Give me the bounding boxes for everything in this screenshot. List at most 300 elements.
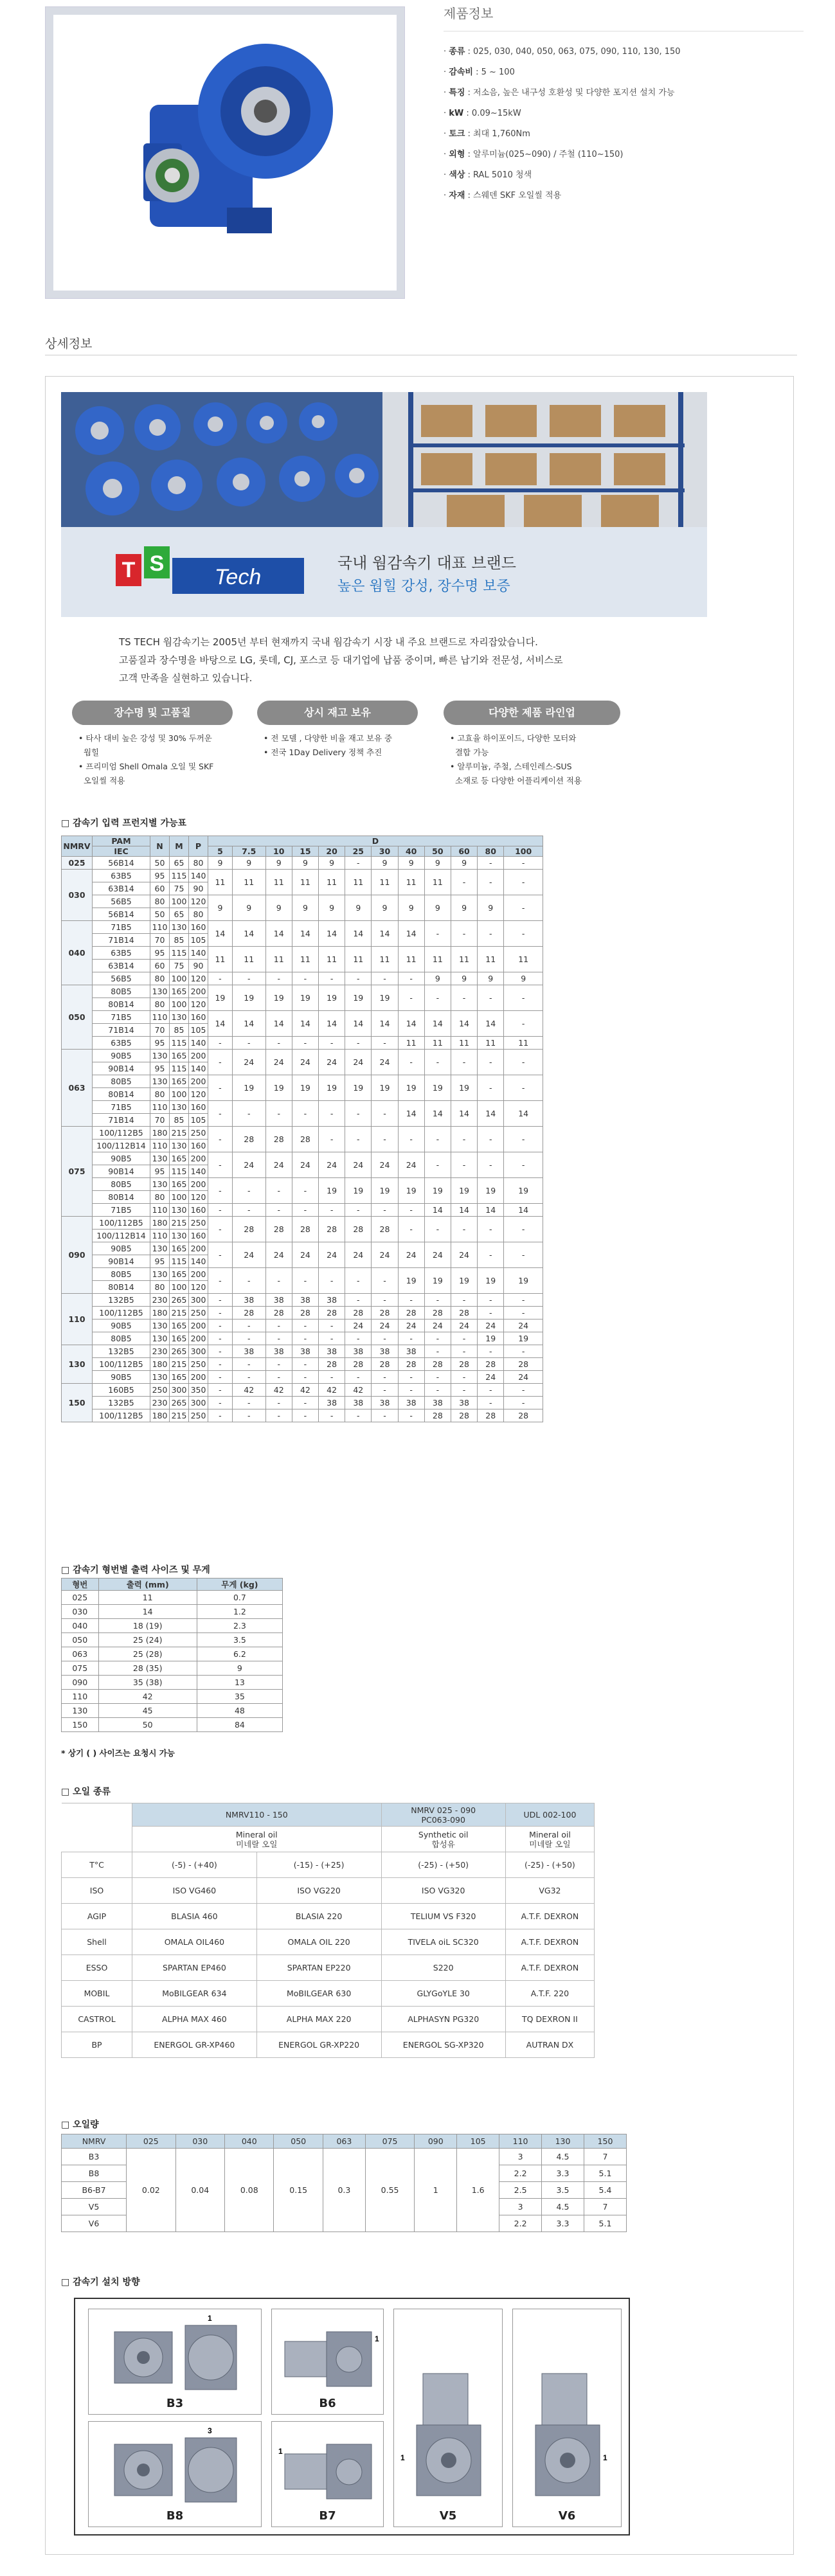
table-row — [62, 1127, 543, 1140]
spec-cell: 250 — [189, 1307, 208, 1319]
colon: : — [465, 150, 474, 159]
spec-cell: 140 — [189, 947, 208, 960]
logo-s: S — [149, 551, 165, 576]
ratio-cell: 24 — [292, 1242, 318, 1268]
ratio-cell: 14 — [208, 1011, 233, 1037]
ratio-cell: - — [478, 1152, 504, 1178]
table-row — [62, 1981, 595, 2007]
ratio-cell: 24 — [372, 1319, 398, 1332]
table-row — [62, 1878, 595, 1904]
oil-cell: GLYGoYLE 30 — [381, 1981, 505, 2007]
ratio-cell: 11 — [478, 947, 504, 972]
spec-cell: 160 — [189, 1011, 208, 1024]
spec-cell: 80B5 — [93, 985, 150, 998]
volume-header: 150 — [584, 2134, 626, 2149]
spec-cell: 100/112B5 — [93, 1127, 150, 1140]
spec-cell: 110 — [150, 1204, 170, 1217]
volume-cell: 5.1 — [584, 2215, 626, 2232]
ratio-cell: 11 — [319, 870, 345, 895]
ratio-cell: - — [478, 1050, 504, 1075]
spec-cell: 230 — [150, 1294, 170, 1307]
ratio-header: 60 — [451, 846, 477, 857]
ratio-cell: 19 — [292, 1075, 318, 1101]
spec-cell: 100/112B5 — [93, 1409, 150, 1422]
ratio-cell: 14 — [345, 1011, 372, 1037]
spec-cell: 65 — [170, 857, 189, 870]
ratio-cell: 9 — [265, 857, 292, 870]
ratio-cell: 11 — [398, 947, 424, 972]
spec-cell: 265 — [170, 1397, 189, 1409]
spec-cell: 80 — [150, 998, 170, 1011]
spec-cell: 140 — [189, 1165, 208, 1178]
spec-cell: 80B5 — [93, 1178, 150, 1191]
ratio-cell: - — [504, 1397, 543, 1409]
spec-cell: 100 — [170, 998, 189, 1011]
col-p: P — [189, 836, 208, 857]
ratio-cell: 28 — [424, 1358, 451, 1371]
spec-cell: 85 — [170, 934, 189, 947]
spec-cell: 300 — [189, 1294, 208, 1307]
spec-cell: 71B5 — [93, 1101, 150, 1114]
ratio-cell: 28 — [424, 1409, 451, 1422]
volume-cell: 4.5 — [542, 2199, 584, 2215]
spec-cell: 63B5 — [93, 1037, 150, 1050]
ratio-cell: 28 — [319, 1358, 345, 1371]
feature-text-stock — [264, 731, 437, 760]
oil-sub-en: Synthetic oil — [418, 1829, 469, 1839]
ratio-cell: 11 — [265, 870, 292, 895]
ratio-cell: 19 — [451, 1075, 477, 1101]
spec-cell: 115 — [170, 1062, 189, 1075]
spec-cell: 165 — [170, 1178, 189, 1191]
spec-cell: 130 — [170, 1230, 189, 1242]
feature-pill-lineup: 다양한 제품 라인업 — [444, 701, 620, 725]
ratio-cell: - — [208, 1307, 233, 1319]
ratio-cell: - — [424, 985, 451, 1011]
volume-cell: 5.4 — [584, 2182, 626, 2199]
spec-cell: 200 — [189, 1319, 208, 1332]
spec-cell: 80B14 — [93, 1191, 150, 1204]
spec-cell: 180 — [150, 1217, 170, 1230]
weight-cell: 18 (19) — [98, 1619, 197, 1633]
table2-title: □ 감속기 형번별 출력 사이즈 및 무게 — [61, 1565, 210, 1575]
oil-cell: (-5) - (+40) — [132, 1852, 257, 1878]
ratio-cell: - — [232, 1397, 265, 1409]
ratio-cell: - — [372, 1384, 398, 1397]
mount-label: V6 — [558, 2509, 576, 2523]
ratio-cell: - — [504, 1152, 543, 1178]
ratio-cell: - — [208, 1217, 233, 1242]
spec-cell: 50 — [150, 857, 170, 870]
ratio-cell: 14 — [345, 921, 372, 947]
table-row — [62, 1294, 543, 1307]
weight-cell: 0.7 — [197, 1591, 282, 1605]
ratio-cell: - — [232, 1268, 265, 1294]
ratio-cell: - — [265, 1319, 292, 1332]
size-cell: 025 — [62, 857, 93, 870]
ratio-cell: - — [398, 1127, 424, 1152]
spec-cell: 140 — [189, 1255, 208, 1268]
ratio-cell: - — [372, 972, 398, 985]
ratio-cell: 28 — [504, 1358, 543, 1371]
ratio-cell: 14 — [265, 921, 292, 947]
ratio-cell: - — [345, 1037, 372, 1050]
logo-tech: Tech — [214, 565, 262, 589]
colon: : — [465, 170, 474, 180]
ratio-cell: - — [372, 1409, 398, 1422]
spec-value: 스웨덴 SKF 오일씰 적용 — [473, 191, 562, 201]
ratio-cell: 19 — [478, 1178, 504, 1204]
volume-cell: 0.15 — [274, 2149, 323, 2232]
spec-cell: 350 — [189, 1384, 208, 1397]
ratio-cell: 11 — [451, 947, 477, 972]
volume-cell: 3 — [499, 2199, 542, 2215]
table-row — [62, 1371, 543, 1384]
mount-number: 3 — [208, 2426, 212, 2435]
spec-cell: 120 — [189, 1191, 208, 1204]
ratio-cell: 24 — [232, 1242, 265, 1268]
spec-cell: 165 — [170, 985, 189, 998]
ratio-cell: 24 — [232, 1050, 265, 1075]
spec-cell: 215 — [170, 1307, 189, 1319]
ratio-cell: 24 — [372, 1242, 398, 1268]
volume-header: NMRV — [62, 2134, 127, 2149]
ratio-cell: - — [451, 1217, 477, 1242]
spec-cell: 250 — [150, 1384, 170, 1397]
spec-cell: 130 — [170, 1101, 189, 1114]
ratio-cell: - — [372, 1101, 398, 1127]
spec-cell: 160 — [189, 1140, 208, 1152]
ratio-cell: - — [292, 1332, 318, 1345]
ratio-cell: 24 — [265, 1242, 292, 1268]
weight-table — [61, 1578, 283, 1732]
ratio-cell: 28 — [292, 1217, 318, 1242]
ratio-cell: 19 — [424, 1178, 451, 1204]
ratio-cell: 14 — [319, 1011, 345, 1037]
oil-cell: ENERGOL GR-XP460 — [132, 2032, 257, 2058]
spec-cell: 120 — [189, 895, 208, 908]
spec-cell: 60 — [150, 882, 170, 895]
mount-number: 1 — [208, 2314, 212, 2323]
ratio-cell: 24 — [345, 1152, 372, 1178]
size-cell: 150 — [62, 1384, 93, 1422]
weight-cell: 14 — [98, 1605, 197, 1619]
spec-cell: 115 — [170, 870, 189, 882]
spec-cell: 90 — [189, 960, 208, 972]
ratio-cell: 38 — [319, 1397, 345, 1409]
volume-cell: 2.2 — [499, 2215, 542, 2232]
weight-header: 무게 (kg) — [197, 1579, 282, 1591]
table-row — [62, 1050, 543, 1062]
product-image-frame — [45, 6, 405, 299]
ratio-cell: - — [398, 1217, 424, 1242]
ratio-cell: - — [372, 1204, 398, 1217]
spec-cell: 100/112B14 — [93, 1140, 150, 1152]
oil-cell: TELIUM VS F320 — [381, 1904, 505, 1929]
ratio-cell: 11 — [372, 870, 398, 895]
ratio-header: 20 — [319, 846, 345, 857]
weight-cell: 48 — [197, 1704, 282, 1718]
brand-bar — [61, 527, 707, 617]
ratio-cell: - — [504, 1127, 543, 1152]
spec-cell: 56B5 — [93, 895, 150, 908]
ratio-cell: 38 — [345, 1345, 372, 1358]
ratio-cell: - — [504, 1294, 543, 1307]
spec-cell: 65 — [170, 908, 189, 921]
intro-line: 고객 만족을 실현하고 있습니다. — [119, 672, 253, 684]
ratio-cell: - — [208, 1371, 233, 1384]
ratio-cell: 11 — [424, 1037, 451, 1050]
ratio-cell: - — [398, 972, 424, 985]
ratio-cell: - — [372, 1127, 398, 1152]
ratio-cell: 14 — [398, 1101, 424, 1127]
spec-cell: 70 — [150, 1024, 170, 1037]
weight-cell: 25 (24) — [98, 1633, 197, 1647]
ratio-cell: - — [292, 1204, 318, 1217]
ratio-cell: 11 — [424, 870, 451, 895]
spec-cell: 215 — [170, 1358, 189, 1371]
ratio-cell: - — [424, 1384, 451, 1397]
feature-text-quality — [78, 731, 252, 788]
ratio-cell: - — [504, 1242, 543, 1268]
volume-cell: 7 — [584, 2199, 626, 2215]
spec-cell: 80B5 — [93, 1268, 150, 1281]
ratio-cell: - — [478, 1397, 504, 1409]
spec-cell: 70 — [150, 1114, 170, 1127]
spec-cell: 100/112B5 — [93, 1307, 150, 1319]
ratio-cell: 24 — [398, 1152, 424, 1178]
ratio-cell: 11 — [345, 870, 372, 895]
table-row — [62, 1605, 283, 1619]
feature-pill-stock: 상시 재고 보유 — [257, 701, 418, 725]
spec-cell: 71B14 — [93, 1024, 150, 1037]
ratio-cell: - — [398, 1409, 424, 1422]
oil-col-header: UDL 002-100 — [505, 1803, 594, 1827]
spec-cell: 130 — [170, 1204, 189, 1217]
ratio-cell: 14 — [398, 921, 424, 947]
spec-cell: 100/112B14 — [93, 1230, 150, 1242]
ratio-cell: 19 — [319, 1075, 345, 1101]
spec-cell: 95 — [150, 1037, 170, 1050]
brand-headline: 국내 웜감속기 대표 브랜드 — [337, 554, 516, 572]
oil-sub-header — [132, 1827, 382, 1852]
ratio-cell: - — [232, 1101, 265, 1127]
ratio-cell: 28 — [292, 1127, 318, 1152]
volume-cell: 0.04 — [175, 2149, 224, 2232]
volume-header: 030 — [175, 2134, 224, 2149]
ratio-cell: - — [208, 1358, 233, 1371]
ratio-cell: - — [345, 1204, 372, 1217]
oil-col-header: NMRV 025 - 090 PC063-090 — [381, 1803, 505, 1827]
table-row — [62, 1904, 595, 1929]
ratio-cell: - — [208, 1152, 233, 1178]
spec-cell: 115 — [170, 1165, 189, 1178]
ratio-cell: 11 — [372, 947, 398, 972]
spec-cell: 215 — [170, 1217, 189, 1230]
ratio-cell: - — [208, 1384, 233, 1397]
ratio-cell: 11 — [451, 1037, 477, 1050]
spec-cell: 120 — [189, 1281, 208, 1294]
ratio-cell: 28 — [372, 1217, 398, 1242]
ratio-cell: 11 — [292, 947, 318, 972]
oil-cell: A.T.F. DEXRON — [505, 1955, 594, 1981]
ratio-cell: 9 — [478, 972, 504, 985]
ratio-cell: - — [208, 1075, 233, 1101]
feature-line: • 타사 대비 높은 강성 및 30% 두꺼운 — [78, 733, 212, 743]
ratio-cell: - — [372, 1371, 398, 1384]
size-cell: 110 — [62, 1294, 93, 1345]
ratio-cell: 9 — [232, 895, 265, 921]
feature-pill-quality: 장수명 및 고품질 — [72, 701, 233, 725]
spec-cell: 75 — [170, 882, 189, 895]
ratio-cell: - — [208, 1345, 233, 1358]
ratio-cell: - — [424, 1152, 451, 1178]
mounting-diagram — [74, 2298, 630, 2536]
spec-cell: 165 — [170, 1152, 189, 1165]
oil-cell: MoBILGEAR 634 — [132, 1981, 257, 2007]
ratio-cell: - — [424, 1127, 451, 1152]
ratio-cell: - — [451, 1152, 477, 1178]
ratio-cell: - — [478, 1384, 504, 1397]
oil-sub-en: Mineral oil — [529, 1829, 571, 1839]
table-row — [62, 1661, 283, 1676]
ratio-cell: 24 — [398, 1242, 424, 1268]
bullet: · — [444, 170, 449, 180]
spec-key: 감속비 — [449, 67, 473, 77]
ratio-cell: - — [424, 1294, 451, 1307]
colon: : — [465, 191, 474, 201]
spec-cell: 95 — [150, 1062, 170, 1075]
ratio-cell: 24 — [398, 1319, 424, 1332]
table-row — [62, 1591, 283, 1605]
ratio-cell: 24 — [504, 1371, 543, 1384]
weight-cell: 1.2 — [197, 1605, 282, 1619]
oil-cell: A.T.F. 220 — [505, 1981, 594, 2007]
oil-sub-ko: 미네랄 오일 — [529, 1839, 571, 1849]
ratio-cell: 42 — [345, 1384, 372, 1397]
mount-label: B7 — [319, 2509, 336, 2523]
spec-key: 외형 — [449, 150, 465, 159]
table-row — [62, 2007, 595, 2032]
spec-cell: 80 — [150, 1088, 170, 1101]
spec-cell: 90B14 — [93, 1165, 150, 1178]
volume-cell: 3 — [499, 2149, 542, 2165]
blank-cell — [62, 1803, 132, 1852]
mount-position-v6 — [512, 2309, 622, 2527]
spec-cell: 140 — [189, 1062, 208, 1075]
ratio-cell: - — [265, 1101, 292, 1127]
ratio-cell: 14 — [478, 1204, 504, 1217]
ratio-cell: - — [232, 1409, 265, 1422]
ratio-cell: 14 — [424, 1204, 451, 1217]
spec-cell: 140 — [189, 1037, 208, 1050]
ratio-cell: 28 — [451, 1358, 477, 1371]
ratio-cell: 14 — [208, 921, 233, 947]
spec-item — [444, 62, 804, 83]
oil-sub-en: Mineral oil — [235, 1829, 278, 1839]
ratio-cell: 11 — [478, 1037, 504, 1050]
ratio-cell: - — [424, 1217, 451, 1242]
ratio-cell: - — [208, 1101, 233, 1127]
ratio-cell: - — [345, 857, 372, 870]
oil-cell: ISO — [62, 1878, 132, 1904]
ratio-cell: 42 — [232, 1384, 265, 1397]
table-row — [62, 1929, 595, 1955]
spec-cell: 250 — [189, 1358, 208, 1371]
ratio-cell: 28 — [478, 1409, 504, 1422]
table-row — [62, 985, 543, 998]
spec-cell: 165 — [170, 1371, 189, 1384]
spec-cell: 230 — [150, 1397, 170, 1409]
spec-cell: 105 — [189, 934, 208, 947]
ratio-cell: - — [372, 1332, 398, 1345]
spec-cell: 180 — [150, 1358, 170, 1371]
mount-position-v5 — [393, 2309, 503, 2527]
mount-label: B6 — [319, 2397, 336, 2410]
ratio-cell: - — [208, 1397, 233, 1409]
spec-cell: 90B14 — [93, 1255, 150, 1268]
ratio-cell: 38 — [319, 1345, 345, 1358]
volume-header: 090 — [415, 2134, 457, 2149]
table-row — [62, 870, 543, 882]
ratio-cell: 28 — [319, 1217, 345, 1242]
ratio-cell: 19 — [345, 985, 372, 1011]
volume-cell: 2.2 — [499, 2165, 542, 2182]
ratio-cell: 9 — [424, 972, 451, 985]
weight-cell: 025 — [62, 1591, 99, 1605]
ratio-cell: 28 — [478, 1358, 504, 1371]
colon: : — [465, 47, 474, 57]
volume-header: 130 — [542, 2134, 584, 2149]
ratio-cell: - — [372, 1268, 398, 1294]
weight-cell: 090 — [62, 1676, 99, 1690]
ratio-cell: - — [345, 1332, 372, 1345]
spec-cell: 160B5 — [93, 1384, 150, 1397]
position-cell: B8 — [62, 2165, 127, 2182]
ratio-header: 40 — [398, 846, 424, 857]
table-row — [62, 1204, 543, 1217]
oil-cell: AUTRAN DX — [505, 2032, 594, 2058]
spec-cell: 95 — [150, 1165, 170, 1178]
spec-cell: 120 — [189, 1088, 208, 1101]
ratio-cell: - — [451, 1050, 477, 1075]
spec-cell: 110 — [150, 921, 170, 934]
oil-cell: TIVELA oiL SC320 — [381, 1929, 505, 1955]
size-note: * 상기 ( ) 사이즈는 요청시 가능 — [61, 1748, 175, 1758]
ratio-cell: - — [504, 1217, 543, 1242]
spec-cell: 90B5 — [93, 1319, 150, 1332]
ratio-cell: 11 — [504, 1037, 543, 1050]
ratio-cell: 9 — [208, 857, 233, 870]
ratio-cell: - — [292, 1371, 318, 1384]
ratio-cell: 14 — [478, 1101, 504, 1127]
ratio-cell: 24 — [451, 1319, 477, 1332]
ratio-cell: 24 — [478, 1319, 504, 1332]
oil-cell: BLASIA 220 — [256, 1904, 381, 1929]
ratio-cell: 9 — [424, 857, 451, 870]
spec-cell: 250 — [189, 1217, 208, 1230]
oil-cell: (-15) - (+25) — [256, 1852, 381, 1878]
ratio-header: 30 — [372, 846, 398, 857]
weight-cell: 030 — [62, 1605, 99, 1619]
ratio-cell: - — [345, 1268, 372, 1294]
ratio-cell: 28 — [232, 1307, 265, 1319]
spec-cell: 63B5 — [93, 870, 150, 882]
bullet: · — [444, 47, 449, 57]
ratio-cell: - — [208, 1294, 233, 1307]
col-n: N — [150, 836, 170, 857]
ratio-cell: 14 — [372, 921, 398, 947]
